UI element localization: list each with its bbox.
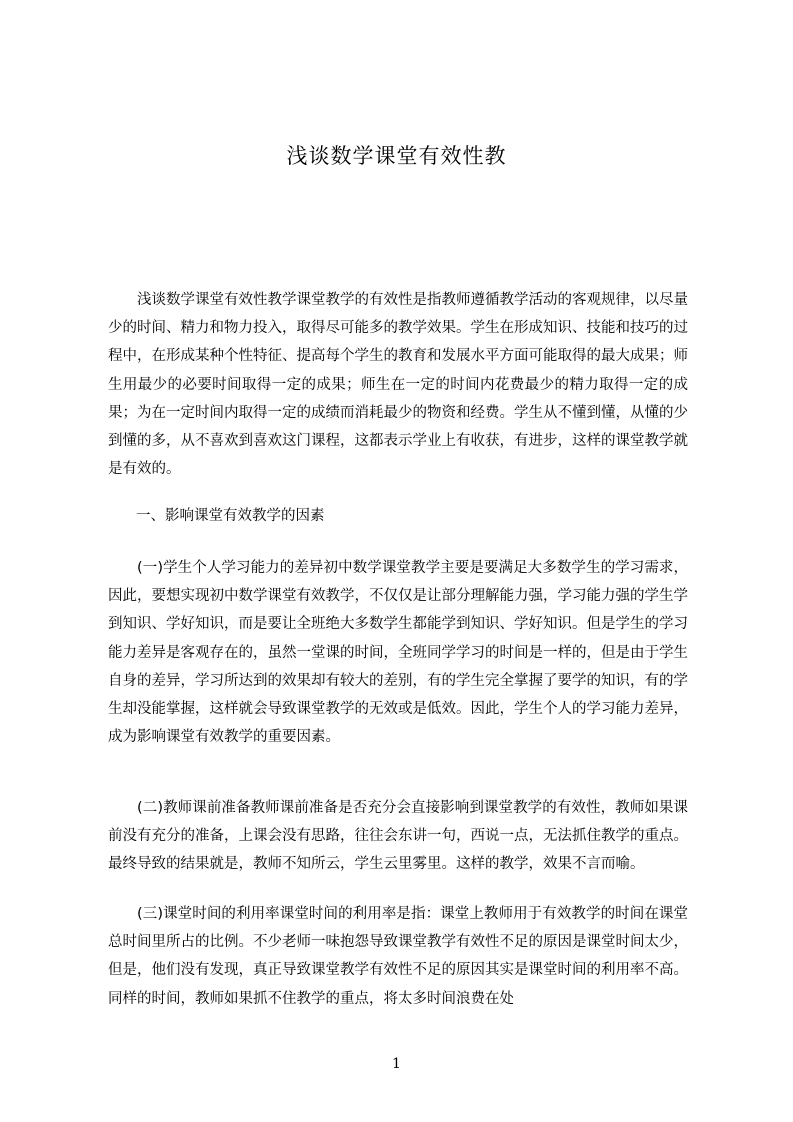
page-number: 1 (392, 1056, 401, 1072)
paragraph-learning-ability: (一)学生个人学习能力的差异初中数学课堂教学主要是要满足大多数学生的学习需求，因此，要想实现初中数学课堂有效教学，不仅仅是让部分理解能力强，学习能力强的学生学到知识、学好知识，而是要让全班绝大多数学生都能学到知识、学好知识。但是学生的学习能力差异是客观存在的，虽然一堂课的时间，全班同学学习的时间是一样的，但是由于学生自身的差异，学习所达到的效果却有较大的差别，有的学生完全掌握了要学的知识，有的学生却没能掌握，这样就会导致课堂教学的无效或是低效。因此，学生个人的学习能力差异，成为影响课堂有效教学的重要因素。 (108, 560, 688, 746)
document-title: 浅谈数学课堂有效性教 (286, 144, 507, 168)
paragraph-teacher-preparation: (二)教师课前准备教师课前准备是否充分会直接影响到课堂教学的有效性，教师如果课前没有充分的准备，上课会没有思路，往往会东讲一句，西说一点，无法抓住教学的重点。最终导致的结果就是，教师不知所云，学生云里雾里。这样的教学，效果不言而喻。 (108, 800, 688, 873)
intro-paragraph: 浅谈数学课堂有效性教学课堂教学的有效性是指教师遵循教学活动的客观规律，以尽量少的时间、精力和物力投入，取得尽可能多的教学效果。学生在形成知识、技能和技巧的过程中，在形成某种个性特征、提高每个学生的教育和发展水平方面可能取得的最大成果；师生用最少的必要时间取得一定的成果；师生在一定的时间内花费最少的精力取得一定的成果；为在一定时间内取得一定的成绩而消耗最少的物资和经费。学生从不懂到懂，从懂的少到懂的多，从不喜欢到喜欢这门课程，这都表示学业上有收获，有进步，这样的课堂教学就是有效的。 (108, 292, 688, 478)
paragraph-class-time-usage: (三)课堂时间的利用率课堂时间的利用率是指：课堂上教师用于有效教学的时间在课堂总时间里所占的比例。不少老师一味抱怨导致课堂教学有效性不足的原因是课堂时间太少，但是，他们没有发现，真正导致课堂教学有效性不足的原因其实是课堂时间的利用率不高。同样的时间，教师如果抓不住教学的重点，将太多时间浪费在处 (108, 906, 688, 1007)
section-heading: 一、影响课堂有效教学的因素 (136, 508, 325, 524)
